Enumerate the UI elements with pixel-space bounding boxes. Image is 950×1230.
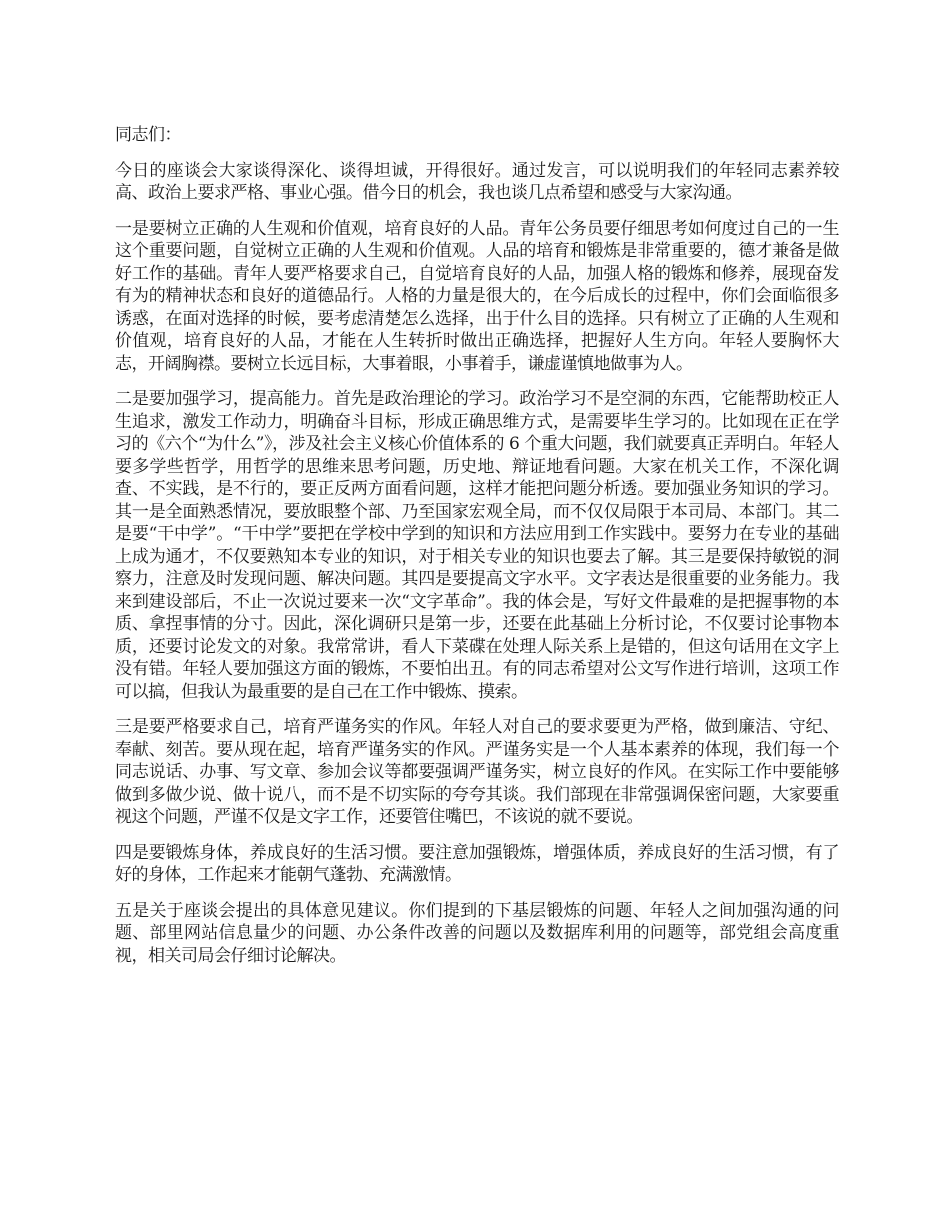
paragraph-point-two: 二是要加强学习，提高能力。首先是政治理论的学习。政治学习不是空洞的东西，它能帮助校正人生追求，激发工作动力，明确奋斗目标，形成正确思维方式，是需要毕生学习的。比如现在正在学习的《六个“为什么”》，涉及社会主义核心价值体系的 6 个重大问题，我们就要真正弄明白。年轻人要多学些哲学，用哲学的思维来思考问题，历史地、辩证地看问题。大家在机关工作，不深化调查、不实践，是不行的，要正反两方面看问题，这样才能把问题分析透。要加强业务知识的学习。其一是全面熟悉情况，要放眼整个部、乃至国家宏观全局，而不仅仅局限于本司局、本部门。其二是要“干中学”。“干中学”要把在学校中学到的知识和方法应用到工作实践中。要努力在专业的基础上成为通才，不仅要熟知本专业的知识，对于相关专业的知识也要去了解。其三是要保持敏锐的洞察力，注意及时发现问题、解决问题。其四是要提高文字水平。文字表达是很重要的业务能力。我来到建设部后，不止一次说过要来一次“文字革命”。我的体会是，写好文件最难的是把握事物的本质、拿捏事情的分寸。因此，深化调研只是第一步，还要在此基础上分析讨论，不仅要讨论事物本质，还要讨论发文的对象。我常常讲，看人下菜碟在处理人际关系上是错的，但这句话用在文字上没有错。年轻人要加强这方面的锻炼，不要怕出丑。有的同志希望对公文写作进行培训，这项工作可以搞，但我认为最重要的是自己在工作中锻炼、摸索。	[115, 389, 839, 702]
paragraph-point-four: 四是要锻炼身体，养成良好的生活习惯。要注意加强锻炼，增强体质，养成良好的生活习惯，有了好的身体，工作起来才能朝气蓬勃、充满激情。	[115, 842, 839, 885]
document-page	[115, 124, 839, 980]
paragraph-point-five: 五是关于座谈会提出的具体意见建议。你们提到的下基层锻炼的问题、年轻人之间加强沟通的问题、部里网站信息量少的问题、办公条件改善的问题以及数据库利用的问题等，部党组会高度重视，相关司局会仔细讨论解决。	[115, 900, 839, 966]
paragraph-point-three: 三是要严格要求自己，培育严谨务实的作风。年轻人对自己的要求要更为严格，做到廉洁、守纪、奉献、刻苦。要从现在起，培育严谨务实的作风。严谨务实是一个人基本素养的体现，我们每一个同志说话、办事、写文章、参加会议等都要强调严谨务实，树立良好的作风。在实际工作中要能够做到多做少说、做十说八，而不是不切实际的夸夸其谈。我们部现在非常强调保密问题，大家要重视这个问题，严谨不仅是文字工作，还要管住嘴巴，不该说的就不要说。	[115, 717, 839, 827]
paragraph-point-one: 一是要树立正确的人生观和价值观，培育良好的人品。青年公务员要仔细思考如何度过自己的一生这个重要问题，自觉树立正确的人生观和价值观。人品的培育和锻炼是非常重要的，德才兼备是做好工作的基础。青年人要严格要求自己，自觉培育良好的人品，加强人格的锻炼和修养，展现奋发有为的精神状态和良好的道德品行。人格的力量是很大的，在今后成长的过程中，你们会面临很多诱惑，在面对选择的时候，要考虑清楚怎么选择，出于什么目的选择。只有树立了正确的人生观和价值观，培育良好的人品，才能在人生转折时做出正确选择，把握好人生方向。年轻人要胸怀大志，开阔胸襟。要树立长远目标，大事着眼，小事着手，谦虚谨慎地做事为人。	[115, 218, 839, 374]
paragraph-opening: 今日的座谈会大家谈得深化、谈得坦诚，开得很好。通过发言，可以说明我们的年轻同志素养较高、政治上要求严格、事业心强。借今日的机会，我也谈几点希望和感受与大家沟通。	[115, 160, 839, 203]
salutation: 同志们：	[115, 125, 181, 145]
